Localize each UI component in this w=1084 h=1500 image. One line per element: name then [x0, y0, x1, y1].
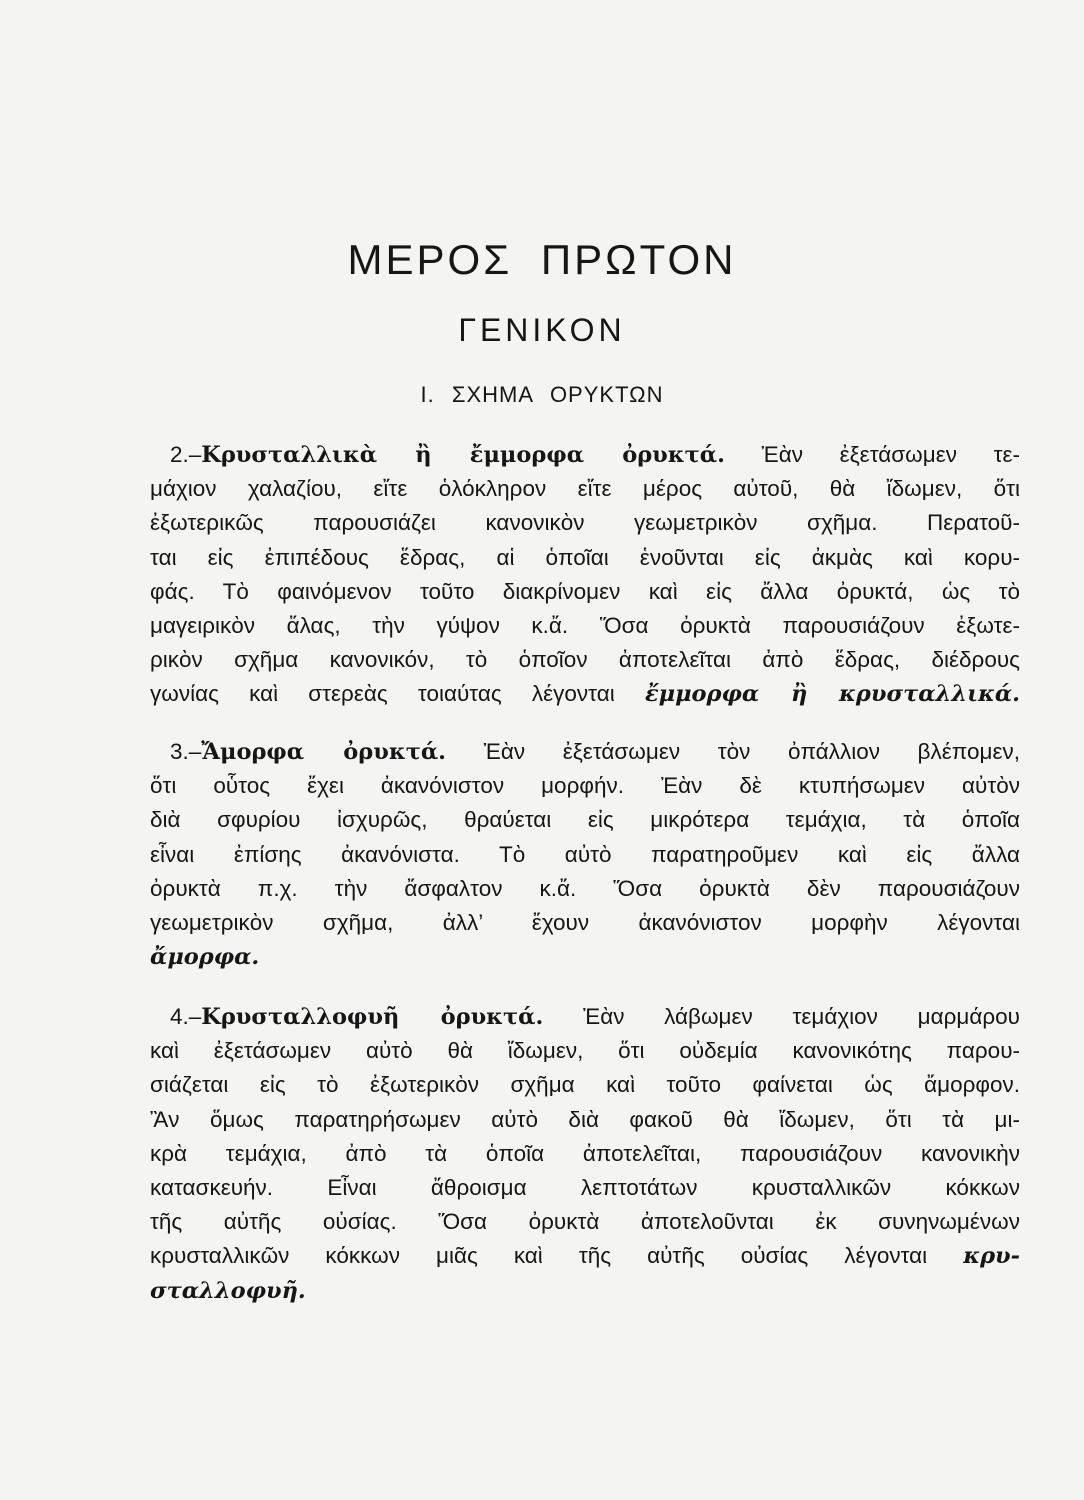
text-line: κρὰ τεμάχια, ἀπὸ τὰ ὁποῖα ἀποτελεῖται, παρουσιάζουν κανονικὴν — [150, 1140, 1020, 1166]
text-line — [150, 1274, 1020, 1308]
defined-term: ἄμορφα. — [150, 944, 260, 971]
defined-term: σταλλοφυῆ. — [150, 1277, 306, 1304]
text-line: ὅτι οὗτος ἔχει ἀκανόνιστον μορφήν. Ἐὰν δὲ κτυπήσωμεν αὐτὸν — [150, 773, 1020, 799]
paragraph-3 — [150, 735, 1020, 974]
chapter-title: Ι. ΣΧΗΜΑ ΟΡΥΚΤΩΝ — [420, 382, 664, 407]
text-line: τῆς αὐτῆς οὐσίας. Ὅσα ὀρυκτὰ ἀποτελοῦνται ἐκ συνηνωμένων — [150, 1209, 1020, 1235]
defined-term: κρυ- — [963, 1243, 1020, 1270]
text-line: γεωμετρικὸν σχῆμα, ἀλλ’ ἔχουν ἀκανόνιστον μορφὴν λέγονται — [150, 910, 1020, 936]
part-title: ΜΕΡΟΣ ΠΡΩΤΟΝ — [347, 236, 737, 283]
text-line — [150, 940, 1020, 974]
text-line: Ἂν ὅμως παρατηρήσωμεν αὐτὸ διὰ φακοῦ θὰ ἴδωμεν, ὅτι τὰ μι- — [150, 1106, 1020, 1132]
text-line: γωνίας καὶ στερεὰς τοιαύτας λέγονται ἔμμορφα ἢ κρυσταλλικά. — [150, 681, 1020, 708]
text-line: 4.–Κρυσταλλοφυῆ ὀρυκτά. Ἐὰν λάβωμεν τεμάχιον μαρμάρου — [170, 1004, 1020, 1030]
text-line: καὶ ἐξετάσωμεν αὐτὸ θὰ ἴδωμεν, ὅτι οὐδεμία κανονικότης παρου- — [150, 1038, 1020, 1064]
text-line: ρικὸν σχῆμα κανονικόν, τὸ ὁποῖον ἀποτελεῖται ἀπὸ ἕδρας, διέδρους — [150, 647, 1020, 673]
paragraph-title: Κρυσταλλοφυῆ ὀρυκτά. — [201, 1004, 544, 1030]
section-title: ΓΕΝΙΚΟΝ — [458, 312, 626, 348]
defined-term: ἔμμορφα ἢ κρυσταλλικά. — [644, 681, 1020, 708]
paragraph-4 — [150, 1000, 1020, 1308]
text-line: κρυσταλλικῶν κόκκων μιᾶς καὶ τῆς αὐτῆς οὐσίας λέγονται κρυ- — [150, 1243, 1020, 1270]
text-line: σιάζεται εἰς τὸ ἐξωτερικὸν σχῆμα καὶ τοῦτο φαίνεται ὡς ἄμορφον. — [150, 1072, 1020, 1098]
text-line: 3.–Ἄμορφα ὀρυκτά. Ἐὰν ἐξετάσωμεν τὸν ὀπάλλιον βλέπομεν, — [170, 739, 1020, 765]
text-line: φάς. Τὸ φαινόμενον τοῦτο διακρίνομεν καὶ εἰς ἄλλα ὀρυκτά, ὡς τὸ — [150, 578, 1020, 604]
text-line: μάχιον χαλαζίου, εἴτε ὁλόκληρον εἴτε μέρος αὐτοῦ, θὰ ἴδωμεν, ὅτι — [150, 476, 1020, 502]
text-line: ται εἰς ἐπιπέδους ἕδρας, αἱ ὁποῖαι ἑνοῦνται εἰς ἀκμὰς καὶ κορυ- — [150, 544, 1020, 570]
text-line: μαγειρικὸν ἅλας, τὴν γύψον κ.ἄ. Ὅσα ὀρυκτὰ παρουσιάζουν ἐξωτε- — [150, 613, 1020, 639]
text-line: κατασκευήν. Εἶναι ἄθροισμα λεπτοτάτων κρυσταλλικῶν κόκκων — [150, 1175, 1020, 1201]
paragraph-number: 2.– — [170, 442, 202, 467]
text-line: ἐξωτερικῶς παρουσιάζει κανονικὸν γεωμετρικὸν σχῆμα. Περατοῦ- — [150, 510, 1020, 536]
paragraph-number: 3.– — [170, 739, 202, 764]
paragraph-2 — [150, 438, 1020, 712]
text-line: 2.–Κρυσταλλικὰ ἢ ἔμμορφα ὀρυκτά. Ἐὰν ἐξετάσωμεν τε- — [170, 442, 1020, 468]
text-line: διὰ σφυρίου ἰσχυρῶς, θραύεται εἰς μικρότερα τεμάχια, τὰ ὁποῖα — [150, 807, 1020, 833]
text-line: εἶναι ἐπίσης ἀκανόνιστα. Τὸ αὐτὸ παρατηροῦμεν καὶ εἰς ἄλλα — [150, 841, 1020, 867]
paragraph-number: 4.– — [170, 1004, 202, 1029]
paragraph-title: Κρυσταλλικὰ ἢ ἔμμορφα ὀρυκτά. — [201, 442, 725, 468]
paragraph-title: Ἄμορφα ὀρυκτά. — [201, 739, 447, 765]
text-line: ὀρυκτὰ π.χ. τὴν ἄσφαλτον κ.ἄ. Ὅσα ὀρυκτὰ δὲν παρουσιάζουν — [150, 875, 1020, 901]
